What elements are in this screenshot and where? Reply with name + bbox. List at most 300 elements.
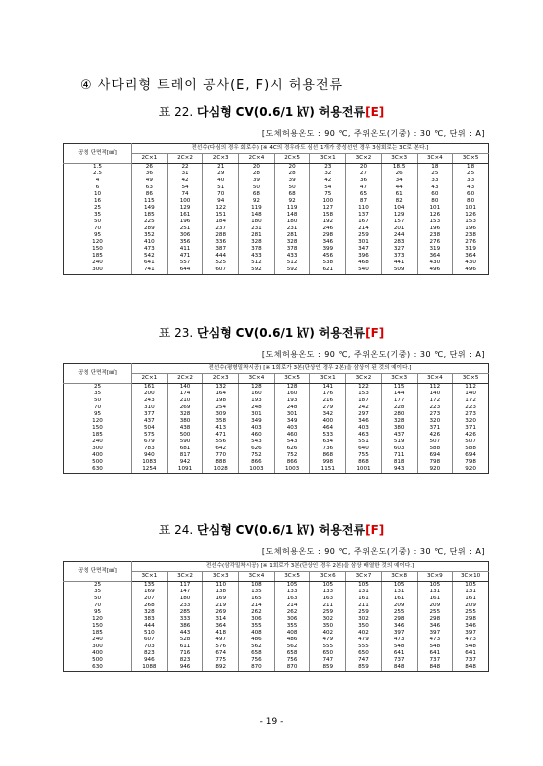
ampacity-cell: 33 (417, 178, 453, 185)
ampacity-cell: 306 (167, 232, 203, 239)
cross-section-cell: 630 (64, 466, 132, 473)
group-header (132, 144, 489, 154)
table-row (64, 425, 489, 432)
ampacity-cell: 320 (417, 418, 453, 425)
table-row (64, 398, 489, 405)
column-header: 3C×2 (346, 374, 382, 384)
ampacity-cell: 626 (274, 446, 310, 453)
ampacity-cell: 276 (453, 239, 489, 246)
cross-section-cell: 50 (64, 219, 132, 226)
ampacity-cell: 231 (274, 226, 310, 233)
ampacity-cell: 262 (274, 609, 310, 616)
ampacity-cell: 444 (132, 623, 168, 630)
ampacity-cell: 196 (167, 219, 203, 226)
ampacity-cell: 486 (239, 637, 275, 644)
ampacity-cell: 161 (453, 596, 489, 603)
table-row (64, 596, 489, 603)
ampacity-cell: 133 (310, 589, 346, 596)
table-row (64, 253, 489, 260)
ampacity-cell: 248 (274, 405, 310, 412)
cross-section-cell: 10 (64, 191, 132, 198)
table-row (64, 446, 489, 453)
ampacity-cell: 942 (167, 459, 203, 466)
ampacity-cell: 105 (417, 582, 453, 589)
ampacity-cell: 607 (203, 267, 239, 274)
ampacity-cell: 214 (346, 226, 382, 233)
cross-section-cell: 400 (64, 650, 132, 657)
ampacity-cell: 60 (417, 191, 453, 198)
ampacity-cell: 507 (453, 439, 489, 446)
ampacity-cell: 1091 (167, 466, 203, 473)
title-suffix: 허용전류 (318, 105, 366, 119)
table-row (64, 650, 489, 657)
ampacity-cell: 386 (167, 623, 203, 630)
ampacity-cell: 588 (453, 446, 489, 453)
ampacity-cell: 737 (381, 657, 417, 664)
ampacity-cell: 798 (453, 459, 489, 466)
ampacity-cell: 512 (239, 260, 275, 267)
ampacity-cell: 868 (310, 452, 346, 459)
table-row (64, 644, 489, 651)
ampacity-cell: 507 (417, 439, 453, 446)
ampacity-cell: 187 (346, 398, 382, 405)
ampacity-cell: 141 (310, 384, 346, 391)
ampacity-cell: 23 (310, 164, 346, 171)
ampacity-cell: 443 (167, 630, 203, 637)
ampacity-cell: 870 (239, 664, 275, 671)
ampacity-cell: 438 (167, 425, 203, 432)
ampacity-cell: 285 (167, 609, 203, 616)
ampacity-cell: 411 (167, 246, 203, 253)
cross-section-cell: 185 (64, 253, 132, 260)
ampacity-cell: 418 (203, 630, 239, 637)
ampacity-cell: 998 (310, 459, 346, 466)
table-number: 표 22. (158, 105, 194, 119)
ampacity-cell: 314 (203, 616, 239, 623)
ampacity-cell: 110 (203, 582, 239, 589)
ampacity-cell: 177 (381, 398, 417, 405)
cross-section-cell: 25 (64, 582, 132, 589)
ampacity-cell: 87 (346, 198, 382, 205)
ampacity-cell: 246 (310, 226, 346, 233)
ampacity-cell: 818 (381, 459, 417, 466)
ampacity-cell: 441 (381, 260, 417, 267)
ampacity-cell: 131 (453, 589, 489, 596)
column-header: 3C×7 (346, 572, 382, 582)
ampacity-cell: 681 (167, 446, 203, 453)
ampacity-cell: 200 (132, 391, 168, 398)
table-row (64, 432, 489, 439)
ampacity-cell: 122 (346, 384, 382, 391)
cross-section-cell: 4 (64, 178, 132, 185)
ampacity-cell: 172 (417, 398, 453, 405)
table-row (64, 198, 489, 205)
ampacity-cell: 603 (381, 446, 417, 453)
cross-section-cell: 150 (64, 623, 132, 630)
ampacity-cell: 149 (132, 205, 168, 212)
ampacity-cell: 358 (203, 418, 239, 425)
cross-section-cell: 150 (64, 246, 132, 253)
ampacity-cell: 27 (346, 171, 382, 178)
ampacity-cell: 350 (310, 623, 346, 630)
ampacity-cell: 870 (274, 664, 310, 671)
ampacity-cell: 471 (167, 253, 203, 260)
ampacity-cell: 169 (132, 589, 168, 596)
ampacity-cell: 50 (274, 185, 310, 192)
ampacity-cell: 456 (310, 253, 346, 260)
ampacity-cell: 255 (381, 609, 417, 616)
ampacity-cell: 36 (132, 171, 168, 178)
ampacity-cell: 147 (167, 589, 203, 596)
ampacity-cell: 328 (381, 418, 417, 425)
cross-section-cell: 1.5 (64, 164, 132, 171)
table-row (64, 219, 489, 226)
ampacity-cell: 320 (453, 418, 489, 425)
ampacity-cell: 848 (417, 664, 453, 671)
ampacity-cell: 946 (167, 664, 203, 671)
ampacity-cell: 342 (310, 411, 346, 418)
table-row (64, 212, 489, 219)
ampacity-cell: 223 (417, 405, 453, 412)
ampacity-cell: 238 (453, 232, 489, 239)
table-row (64, 418, 489, 425)
ampacity-cell: 1254 (132, 466, 168, 473)
ampacity-cell: 437 (132, 418, 168, 425)
ampacity-cell: 350 (346, 623, 382, 630)
column-header: 2C×4 (239, 154, 275, 164)
column-header: 3C×1 (132, 572, 168, 582)
cross-section-cell: 95 (64, 411, 132, 418)
ampacity-cell: 433 (274, 253, 310, 260)
ampacity-cell: 644 (167, 267, 203, 274)
ampacity-cell: 460 (274, 432, 310, 439)
ampacity-cell: 18.5 (381, 164, 417, 171)
ampacity-cell: 259 (346, 609, 382, 616)
ampacity-cell: 269 (203, 609, 239, 616)
ampacity-cell: 160 (274, 391, 310, 398)
ampacity-cell: 775 (203, 657, 239, 664)
ampacity-cell: 378 (239, 246, 275, 253)
ampacity-cell: 486 (274, 637, 310, 644)
cross-section-cell: 400 (64, 452, 132, 459)
ampacity-cell: 528 (167, 637, 203, 644)
ampacity-cell: 20 (239, 164, 275, 171)
group-header-note: [※ 4C의 경우라도 심선 1개가 중성선인 경우 3심회로는 3C로 본다.] (260, 144, 429, 151)
group-header-note: [※ 1회로가 3본(단상인 경우 2본)을 삼상이 된 것의 예이다.] (263, 364, 412, 371)
ampacity-cell: 562 (239, 644, 275, 651)
ampacity-cell: 50 (239, 185, 275, 192)
ampacity-cell: 694 (417, 452, 453, 459)
ampacity-cell: 82 (381, 198, 417, 205)
ampacity-cell: 859 (346, 664, 382, 671)
ampacity-cell: 543 (239, 439, 275, 446)
ampacity-cell: 122 (203, 205, 239, 212)
ampacity-cell: 151 (203, 212, 239, 219)
ampacity-cell: 349 (274, 418, 310, 425)
ampacity-cell: 25 (417, 171, 453, 178)
ampacity-cell: 741 (132, 267, 168, 274)
column-header: 2C×1 (132, 374, 168, 384)
ampacity-cell: 397 (381, 630, 417, 637)
table-row (64, 246, 489, 253)
ampacity-cell: 216 (310, 398, 346, 405)
table-row (64, 466, 489, 473)
ampacity-cell: 54 (167, 185, 203, 192)
ampacity-cell: 119 (274, 205, 310, 212)
ampacity-cell: 115 (381, 384, 417, 391)
ampacity-cell: 237 (203, 226, 239, 233)
ampacity-cell: 333 (167, 616, 203, 623)
ampacity-cell: 26 (132, 164, 168, 171)
ampacity-cell: 105 (453, 582, 489, 589)
ampacity-cell: 548 (417, 644, 453, 651)
ampacity-cell: 283 (381, 239, 417, 246)
ampacity-cell: 920 (453, 466, 489, 473)
ampacity-cell: 80 (453, 198, 489, 205)
ampacity-cell: 33 (453, 178, 489, 185)
ampacity-cell: 255 (417, 609, 453, 616)
cross-section-cell: 150 (64, 425, 132, 432)
table-row (64, 185, 489, 192)
ampacity-cell: 512 (274, 260, 310, 267)
ampacity-cell: 302 (346, 616, 382, 623)
ampacity-cell: 943 (381, 466, 417, 473)
table-row (64, 205, 489, 212)
group-header-label: 전선수(다심의 경우 회로수) (191, 144, 259, 151)
column-header: 3C×9 (417, 572, 453, 582)
ampacity-cell: 115 (132, 198, 168, 205)
ampacity-cell: 346 (417, 623, 453, 630)
ampacity-cell: 180 (274, 219, 310, 226)
ampacity-cell: 349 (239, 418, 275, 425)
ampacity-cell: 496 (417, 267, 453, 274)
ampacity-cell: 1003 (274, 466, 310, 473)
ampacity-cell: 555 (310, 644, 346, 651)
group-header (132, 364, 489, 374)
page-number: - 19 - (259, 717, 284, 727)
ampacity-cell: 479 (346, 637, 382, 644)
ampacity-cell: 640 (346, 446, 382, 453)
ampacity-cell: 101 (453, 205, 489, 212)
ampacity-cell: 590 (167, 439, 203, 446)
table-row (64, 623, 489, 630)
table-row (64, 267, 489, 274)
ampacity-cell: 126 (453, 212, 489, 219)
ampacity-cell: 29 (203, 171, 239, 178)
ampacity-cell: 132 (203, 384, 239, 391)
ampacity-cell: 888 (203, 459, 239, 466)
row-header: 공칭 단면적[㎟] (64, 364, 132, 384)
ampacity-cell: 355 (239, 623, 275, 630)
ampacity-cell: 310 (132, 405, 168, 412)
ampacity-cell: 770 (203, 452, 239, 459)
ampacity-cell: 129 (381, 212, 417, 219)
ampacity-cell: 473 (381, 637, 417, 644)
ampacity-cell: 129 (167, 205, 203, 212)
ampacity-cell: 711 (381, 452, 417, 459)
ampacity-cell: 396 (346, 253, 382, 260)
ampacity-cell: 209 (453, 603, 489, 610)
cross-section-cell: 16 (64, 198, 132, 205)
ampacity-cell: 538 (310, 260, 346, 267)
cable-spec: CV(0.6/1 ㎸) (235, 326, 315, 340)
ampacity-cell: 463 (346, 432, 382, 439)
cross-section-cell: 630 (64, 664, 132, 671)
ampacity-cell: 28 (239, 171, 275, 178)
column-header: 2C×2 (167, 374, 203, 384)
table-row (64, 411, 489, 418)
ampacity-cell: 196 (453, 226, 489, 233)
ampacity-cell: 219 (203, 603, 239, 610)
table-number: 표 24. (158, 523, 194, 537)
ampacity-cell: 54 (310, 185, 346, 192)
ampacity-cell: 68 (239, 191, 275, 198)
ampacity-cell: 1151 (310, 466, 346, 473)
ampacity-cell: 288 (203, 232, 239, 239)
ampacity-cell: 108 (239, 582, 275, 589)
column-header: 3C×2 (346, 154, 382, 164)
construction-code: [E] (365, 105, 385, 119)
ampacity-cell: 430 (417, 260, 453, 267)
ampacity-cell: 119 (239, 205, 275, 212)
ampacity-cell: 1083 (132, 459, 168, 466)
ampacity-cell: 167 (346, 219, 382, 226)
ampacity-cell: 176 (310, 391, 346, 398)
column-header: 3C×2 (167, 572, 203, 582)
ampacity-cell: 848 (453, 664, 489, 671)
ampacity-cell: 426 (417, 432, 453, 439)
ampacity-cell: 163 (310, 596, 346, 603)
ampacity-cell: 364 (203, 623, 239, 630)
ampacity-cell: 153 (453, 219, 489, 226)
ampacity-cell: 160 (239, 391, 275, 398)
cross-section-cell: 6 (64, 185, 132, 192)
ampacity-cell: 211 (346, 603, 382, 610)
table-row (64, 226, 489, 233)
ampacity-cell: 496 (453, 267, 489, 274)
cross-section-cell: 240 (64, 260, 132, 267)
construction-code: [F] (365, 523, 385, 537)
ampacity-cell: 319 (453, 246, 489, 253)
ampacity-cell: 140 (453, 391, 489, 398)
ampacity-cell: 468 (346, 260, 382, 267)
ampacity-cell: 408 (274, 630, 310, 637)
ampacity-cell: 214 (239, 603, 275, 610)
ampacity-cell: 280 (381, 411, 417, 418)
ampacity-cell: 301 (346, 239, 382, 246)
ampacity-cell: 269 (167, 405, 203, 412)
column-header: 2C×2 (167, 154, 203, 164)
ampacity-cell: 752 (274, 452, 310, 459)
ampacity-cell: 238 (417, 232, 453, 239)
table-row (64, 616, 489, 623)
table-row (64, 452, 489, 459)
ampacity-cell: 823 (167, 657, 203, 664)
ampacity-cell: 42 (310, 178, 346, 185)
column-header: 3C×5 (274, 572, 310, 582)
ampacity-cell: 163 (274, 596, 310, 603)
group-header-note: [※ 1회로가 3본(단상인 경우 2본)을 삼상 배열한 것의 예이다.] (260, 562, 415, 569)
ampacity-cell: 112 (417, 384, 453, 391)
table-row (64, 384, 489, 391)
ampacity-cell: 592 (239, 267, 275, 274)
ampacity-cell: 473 (417, 637, 453, 644)
ampacity-cell: 281 (274, 232, 310, 239)
ampacity-cell: 32 (310, 171, 346, 178)
ampacity-cell: 397 (417, 630, 453, 637)
ampacity-cell: 209 (381, 603, 417, 610)
ampacity-cell: 410 (132, 239, 168, 246)
ampacity-cell: 18 (453, 164, 489, 171)
ampacity-cell: 251 (167, 226, 203, 233)
ampacity-cell: 180 (239, 219, 275, 226)
table-row (64, 603, 489, 610)
title-suffix: 허용전류 (318, 523, 366, 537)
ampacity-cell: 105 (310, 582, 346, 589)
ampacity-cell: 540 (346, 267, 382, 274)
table-row (64, 178, 489, 185)
cross-section-cell: 120 (64, 616, 132, 623)
ampacity-cell: 848 (381, 664, 417, 671)
ampacity-cell: 736 (310, 446, 346, 453)
ampacity-cell: 562 (274, 644, 310, 651)
ampacity-cell: 352 (132, 232, 168, 239)
ampacity-cell: 225 (132, 219, 168, 226)
ampacity-cell: 209 (417, 603, 453, 610)
table-row (64, 589, 489, 596)
ampacity-cell: 378 (274, 246, 310, 253)
ampacity-cell: 105 (274, 582, 310, 589)
ampacity-cell: 1003 (239, 466, 275, 473)
cross-section-cell: 300 (64, 267, 132, 274)
ampacity-cell: 588 (417, 446, 453, 453)
ampacity-cell: 244 (381, 232, 417, 239)
ampacity-cell: 346 (453, 623, 489, 630)
ampacity-cell: 641 (417, 650, 453, 657)
ampacity-cell: 737 (453, 657, 489, 664)
column-header: 3C×4 (239, 374, 275, 384)
ampacity-cell: 471 (203, 432, 239, 439)
ampacity-cell: 40 (203, 178, 239, 185)
ampacity-cell: 920 (417, 466, 453, 473)
ampacity-cell: 817 (167, 452, 203, 459)
ampacity-cell: 380 (381, 425, 417, 432)
cross-section-cell: 300 (64, 644, 132, 651)
ampacity-cell: 543 (274, 439, 310, 446)
ampacity-cell: 519 (381, 439, 417, 446)
column-header: 3C×4 (239, 572, 275, 582)
ampacity-cell: 556 (203, 439, 239, 446)
ampacity-cell: 301 (274, 411, 310, 418)
ampacity-cell: 92 (274, 198, 310, 205)
ampacity-cell: 21 (203, 164, 239, 171)
ampacity-cell: 169 (203, 596, 239, 603)
cross-section-cell: 2.5 (64, 171, 132, 178)
table-row (64, 191, 489, 198)
ampacity-cell: 557 (167, 260, 203, 267)
ampacity-cell: 397 (453, 630, 489, 637)
ampacity-cell: 309 (203, 411, 239, 418)
ampacity-cell: 464 (310, 425, 346, 432)
ampacity-cell: 346 (346, 418, 382, 425)
ampacity-cell: 747 (346, 657, 382, 664)
ampacity-cell: 128 (274, 384, 310, 391)
ampacity-cell: 946 (132, 657, 168, 664)
ampacity-cell: 184 (203, 219, 239, 226)
column-header: 3C×3 (203, 572, 239, 582)
cable-type: 단심형 (197, 326, 232, 340)
ampacity-cell: 255 (453, 609, 489, 616)
